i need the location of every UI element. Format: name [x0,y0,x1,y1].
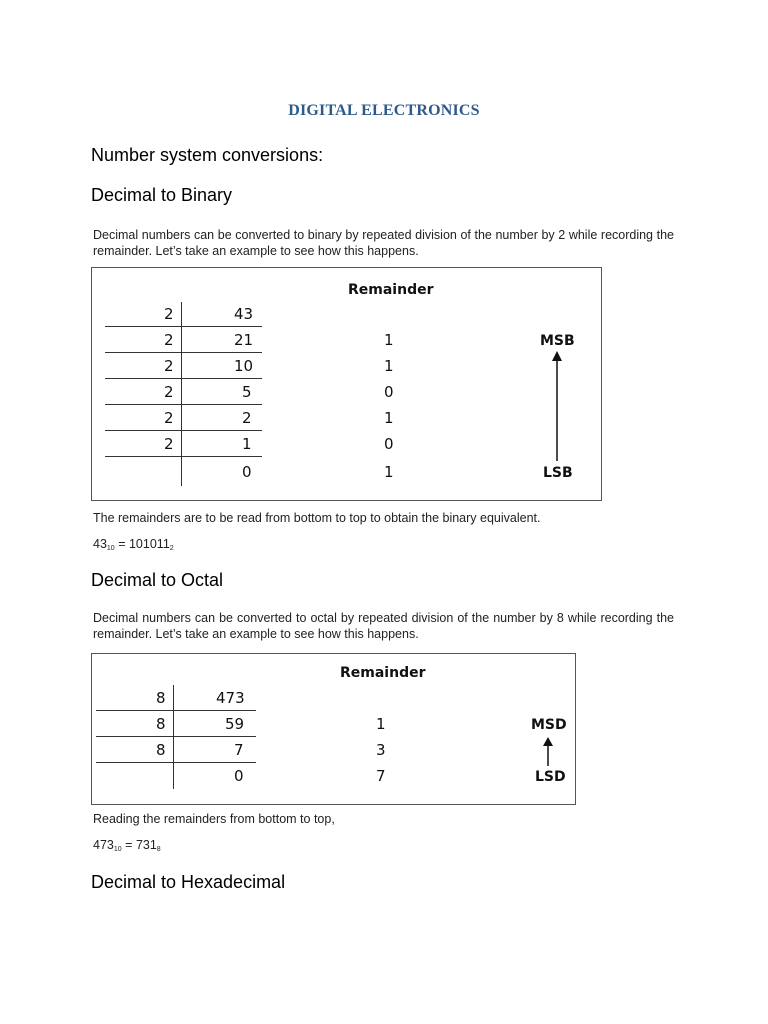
octal-remainder: 1 [376,715,386,733]
binary-value: 21 [234,331,254,349]
binary-remainder: 0 [384,435,394,453]
hex-heading: Decimal to Hexadecimal [91,872,286,892]
binary-intro: Decimal numbers can be converted to binary by repeated division of the number by 2 while recording the remainder. Let’s take an example to see how this happens. [93,228,674,258]
octal-divider-vertical [173,685,174,789]
binary-remainder: 1 [384,409,394,427]
binary-divisor: 2 [164,357,174,375]
octal-result-rhs-base: 8 [156,846,161,853]
binary-note: The remainders are to be read from bottom to top to obtain the binary equivalent. [93,511,541,525]
binary-remainder: 1 [384,357,394,375]
binary-remainder: 1 [384,463,394,481]
binary-divisor: 2 [164,383,174,401]
octal-divisor: 8 [156,715,166,733]
binary-value: 43 [234,305,254,323]
octal-remainder-header: Remainder [340,665,426,681]
binary-division-table [91,267,602,501]
binary-value: 0 [242,463,252,481]
section-title: Number system conversions: [91,145,324,165]
octal-row-rule [96,762,256,763]
document-title: DIGITAL ELECTRONICS [288,102,480,119]
octal-heading: Decimal to Octal [91,570,224,590]
binary-row-rule [105,430,262,431]
binary-remainder: 1 [384,331,394,349]
binary-divisor: 2 [164,435,174,453]
octal-result-rhs: 731 [135,838,157,852]
octal-value: 7 [234,741,244,759]
octal-division-table [91,653,576,805]
octal-intro: Decimal numbers can be converted to octal by repeated division of the number by 8 while recording the remainder. Let’s take an example to see how this happens. [93,611,674,641]
binary-value: 1 [242,435,252,453]
octal-result-lhs-base: 10 [113,846,122,853]
octal-result [93,838,161,853]
binary-divisor: 2 [164,305,174,323]
binary-result-lhs-base: 10 [106,545,115,552]
binary-row-rule [105,456,262,457]
binary-msb-label: MSB [540,333,575,349]
octal-result-equals: = [125,838,133,852]
binary-value: 5 [242,383,252,401]
binary-row-rule [105,352,262,353]
binary-result-lhs: 43 [93,537,107,551]
binary-result-equals: = [118,537,126,551]
octal-remainder: 3 [376,741,386,759]
binary-divider-vertical [181,302,182,486]
binary-result [93,537,174,552]
binary-divisor: 2 [164,409,174,427]
octal-note: Reading the remainders from bottom to top, [93,812,335,826]
binary-arrow-up-icon [550,351,564,463]
octal-row-rule [96,736,256,737]
octal-row-rule [96,710,256,711]
octal-value: 59 [225,715,245,733]
binary-remainder-header: Remainder [348,282,434,298]
octal-divisor: 8 [156,741,166,759]
octal-value: 0 [234,767,244,785]
octal-result-lhs: 473 [93,838,114,852]
binary-lsb-label: LSB [543,465,573,481]
binary-heading: Decimal to Binary [91,185,233,205]
octal-lsd-label: LSD [535,769,566,785]
octal-divisor: 8 [156,689,166,707]
binary-result-rhs-base: 2 [169,545,174,552]
binary-row-rule [105,326,262,327]
binary-divisor: 2 [164,331,174,349]
octal-msd-label: MSD [531,717,567,733]
octal-arrow-up-icon [541,737,555,767]
binary-row-rule [105,404,262,405]
binary-value: 2 [242,409,252,427]
octal-remainder: 7 [376,767,386,785]
binary-remainder: 0 [384,383,394,401]
binary-value: 10 [234,357,254,375]
binary-row-rule [105,378,262,379]
octal-value: 473 [216,689,245,707]
binary-result-rhs: 101011 [128,537,170,551]
